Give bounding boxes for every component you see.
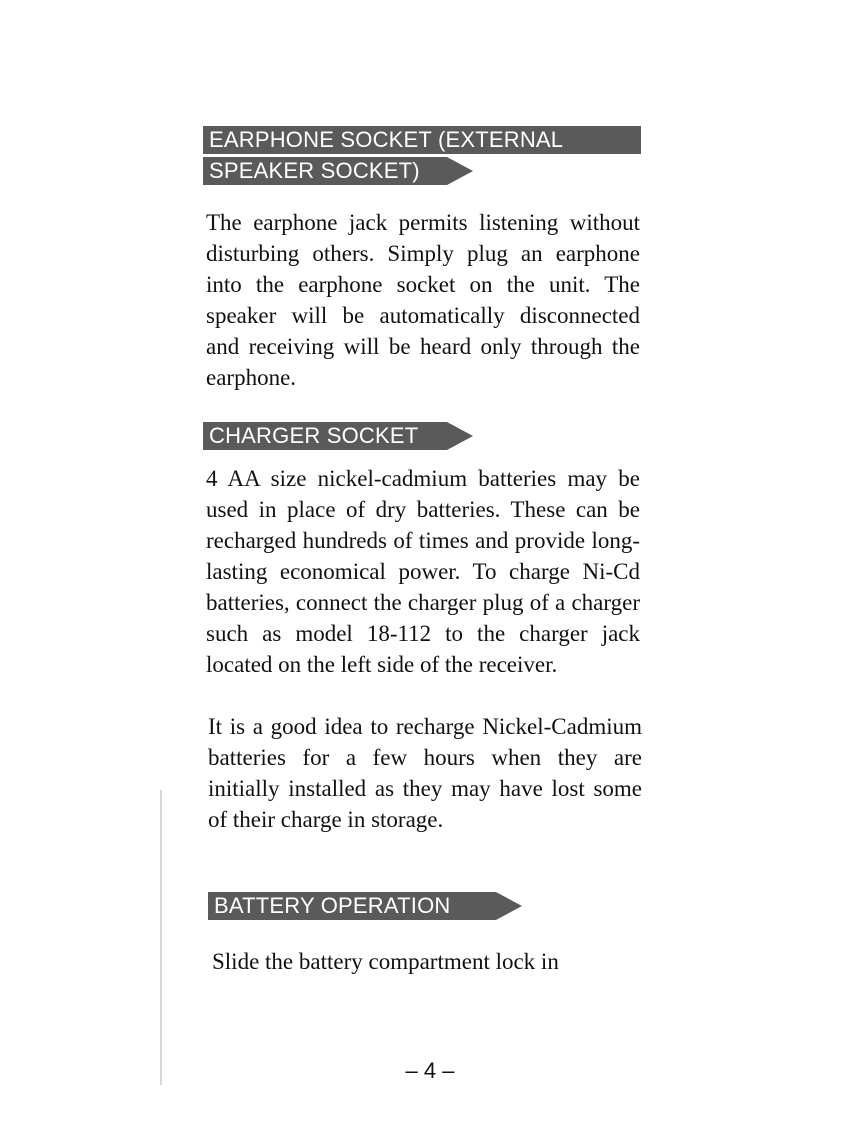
heading-line-2: SPEAKER SOCKET) xyxy=(203,157,447,185)
scan-margin-line xyxy=(160,790,162,1085)
heading-line-1: EARPHONE SOCKET (EXTERNAL xyxy=(203,126,641,154)
earphone-socket-body: The earphone jack permits listening without disturbing others. Simply plug an earphone into the earphone socket on the unit. The speaker will be automatically disconnected and receiving will be heard only through the earphone. xyxy=(206,210,640,390)
battery-operation-body: Slide the battery compartment lock in xyxy=(212,949,559,974)
charger-socket-body-1: 4 AA size nickel-cadmium batteries may be used in place of dry batteries. These can be recharged hundreds of times and provide long-lasting economical power. To charge Ni-Cd batteries, connect the charger plug of a charger such as model 18-112 to the charger jack located on the left side of the receiver. xyxy=(206,466,640,677)
battery-operation-heading-text: BATTERY OPERATION xyxy=(208,892,496,920)
page-number: – 4 – xyxy=(405,1058,455,1083)
charger-socket-body-2: It is a good idea to recharge Nickel-Cadmium batteries for a few hours when they are initially installed as they may have lost some of their charge in storage. xyxy=(208,714,642,832)
charger-socket-heading-text: CHARGER SOCKET xyxy=(203,422,447,450)
